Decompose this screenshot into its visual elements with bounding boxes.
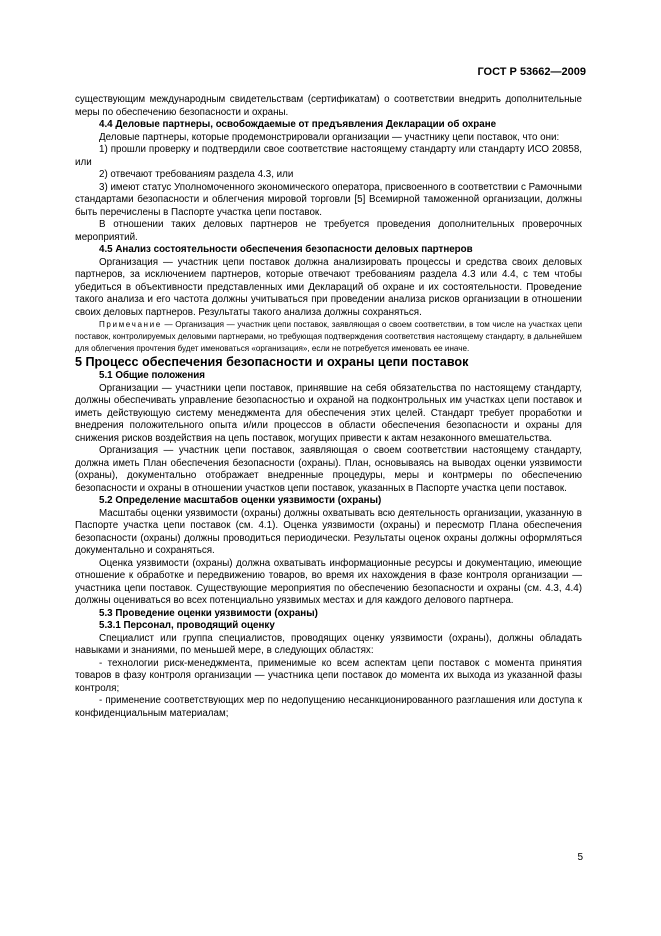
page-number: 5 [577, 852, 583, 863]
list-item: 1) прошли проверку и подтвердили свое соответствие настоящему стандарту или стандарту ИСО 20858, или [75, 144, 582, 168]
list-item: 2) отвечают требованиям раздела 4.3, или [99, 169, 294, 180]
paragraph: В отношении таких деловых партнеров не требуется проведения дополнительных проверочных мероприятий. [75, 219, 582, 243]
paragraph-continuation: существующим международным свидетельствам (сертификатам) о соответствии внедрить дополнительные меры по обеспечению безопасности и охраны. [75, 94, 582, 118]
section-heading-5: 5 Процесс обеспечения безопасности и охраны цепи поставок [75, 355, 469, 370]
standard-header: ГОСТ Р 53662—2009 [477, 66, 586, 78]
paragraph: Организация — участник цепи поставок, заявляющая о своем соответствии настоящему стандарту, должна иметь План обеспечения безопасности (охраны). План, основываясь на выводах оценки уязвимости (охраны), документально отображает внедренные процедуры, меры и контрмеры по обеспечению безопасности и охраны в отношении участков цепи поставок, указанных в Паспорте участка цепи поставок. [75, 445, 582, 494]
list-item: - применение соответствующих мер по недопущению несанкционированного разглашения или доступа к конфиденциальным материалам; [75, 695, 582, 719]
section-heading-5-1: 5.1 Общие положения [99, 370, 206, 382]
note-label: Примечание [99, 320, 162, 329]
document-body [75, 94, 582, 720]
note [75, 319, 582, 354]
section-heading-5-3: 5.3 Проведение оценки уязвимости (охраны) [99, 607, 318, 619]
paragraph: Организация — участник цепи поставок должна анализировать процессы и средства своих деловых партнеров, за исключением партнеров, которые отвечают требованиям раздела 4.3 или 4.4, с тем чтобы убедиться в объективности представленных ими Деклараций об охране и их состоятельности. Проведение такого анализа и его частота должны учитываться при проведении анализа рисков организации в отношении своих деловых партнеров. Результаты такого анализа должны сохраняться. [75, 256, 582, 318]
note-text: — Организация — участник цепи поставок, заявляющая о своем соответствии, в том числе на участках цепи поставок, контролируемых деловыми партнерами, но требующая подтверждения соответствия настоящему стандарту, в дальнейшем для облегчения прочтения будет именоваться «организация», если не потребуется именовать ее иначе. [75, 320, 582, 353]
paragraph: Оценка уязвимости (охраны) должна охватывать информационные ресурсы и документацию, имеющие отношение к обработке и передвижению товаров, во время их нахождения в фазе контроля организации — участника цепи поставок. Существующие мероприятия по обеспечению безопасности и охраны (см. 4.3, 4.4) должны оцениваться во всех потенциально уязвимых местах и для каждого делового партнера. [75, 557, 582, 607]
section-heading-4-4: 4.4 Деловые партнеры, освобождаемые от предъявления Декларации об охране [99, 119, 497, 130]
list-item: 3) имеют статус Уполномоченного экономического оператора, присвоенного в соответствии с Рамочными стандартами безопасности и облегчения мировой торговли [5] Всемирной таможенной организации, должны быть перечислены в Паспорте участка цепи поставок. [75, 181, 582, 218]
section-heading-5-3-1: 5.3.1 Персонал, проводящий оценку [99, 620, 275, 632]
list-item: - технологии риск-менеджмента, применимые ко всем аспектам цепи поставок с момента принятия товаров в фазу контроля организации — участника цепи поставок до момента их выхода из указанной фазы контроля; [75, 657, 582, 694]
paragraph: Деловые партнеры, которые продемонстрировали организации — участнику цепи поставок, что они: [99, 131, 560, 143]
section-heading-5-2: 5.2 Определение масштабов оценки уязвимости (охраны) [99, 495, 382, 507]
paragraph: Специалист или группа специалистов, проводящих оценку уязвимости (охраны), должны обладать навыками и знаниями, по меньшей мере, в следующих областях: [75, 632, 582, 657]
paragraph: Масштабы оценки уязвимости (охраны) должны охватывать всю деятельность организации, указанную в Паспорте участка цепи поставок (см. 4.1). Оценка уязвимости (охраны) и пересмотр Плана обеспечения безопасности (охраны) должны проводиться периодически. Результаты оценок охраны должны оформляться документально и сохраняться. [75, 507, 582, 557]
paragraph: Организации — участники цепи поставок, принявшие на себя обязательства по настоящему стандарту, должны обеспечивать управление безопасностью и охраной на подконтрольных им участках цепи поставок и иметь действующую систему менеджмента для обеспечения этих целей. Стандарт требует проработки и внедрения положительного опыта и/или процессов в области обеспечения безопасности и охраны для снижения рисков воздействия на цепь поставок, могущих привести к актам незаконного вмешательства. [75, 382, 582, 444]
section-heading-4-5: 4.5 Анализ состоятельности обеспечения безопасности деловых партнеров [99, 244, 473, 255]
